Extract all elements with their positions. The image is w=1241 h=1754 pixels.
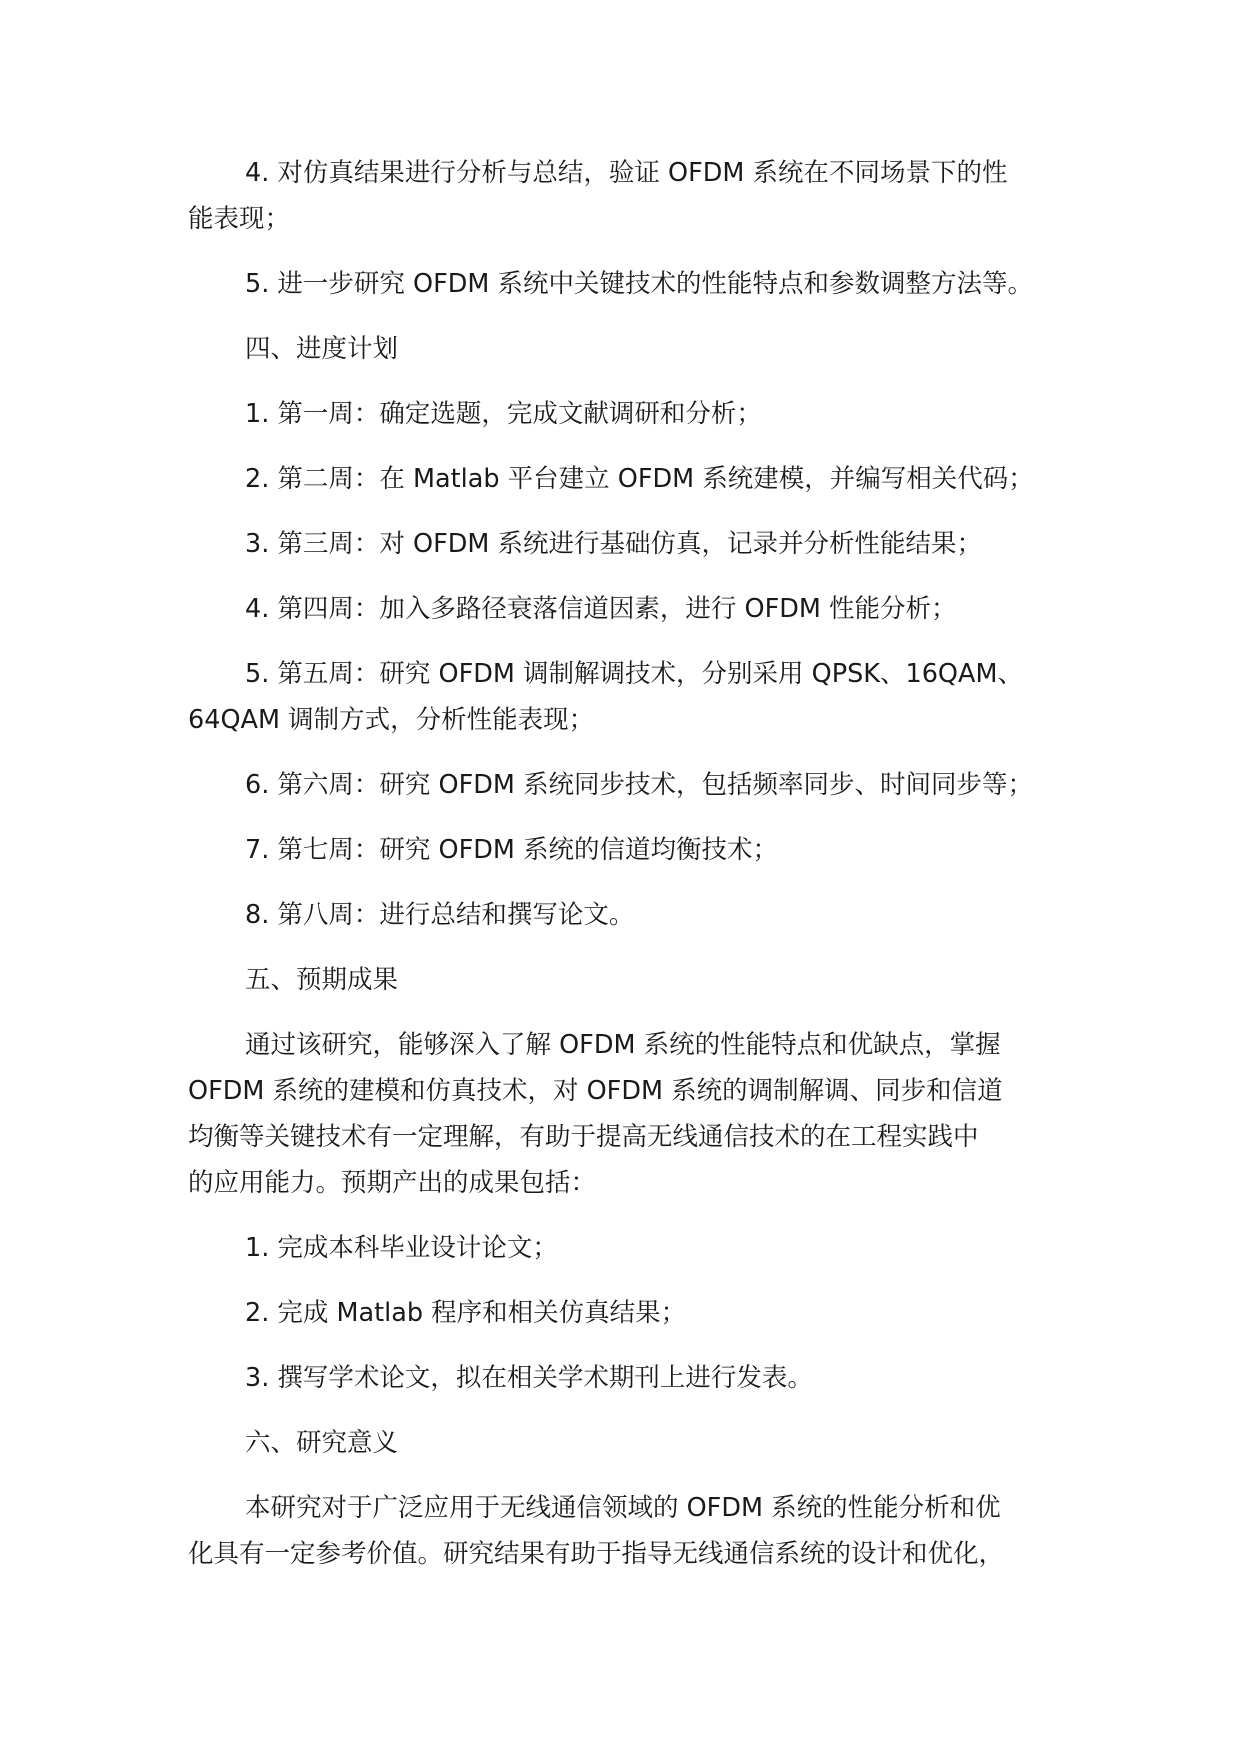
paragraph <box>188 762 1088 808</box>
paragraph <box>188 1225 1088 1271</box>
text-line: 均衡等关键技术有一定理解，有助于提高无线通信技术的在工程实践中 <box>188 1122 979 1152</box>
text-line: 4. 对仿真结果进行分析与总结，验证 OFDM 系统在不同场景下的性 <box>245 158 1008 188</box>
text-line: 化具有一定参考价值。研究结果有助于指导无线通信系统的设计和优化， <box>188 1539 1005 1569</box>
text-line: 7. 第七周：研究 OFDM 系统的信道均衡技术； <box>245 835 779 865</box>
text-line: 五、预期成果 <box>245 965 399 995</box>
paragraph <box>188 456 1088 502</box>
paragraph <box>188 261 1088 307</box>
text-line: 4. 第四周：加入多路径衰落信道因素，进行 OFDM 性能分析； <box>245 594 957 624</box>
text-line: 本研究对于广泛应用于无线通信领域的 OFDM 系统的性能分析和优 <box>245 1493 1001 1523</box>
text-line: 2. 第二周：在 Matlab 平台建立 OFDM 系统建模，并编写相关代码； <box>245 464 1034 494</box>
text-line: 5. 进一步研究 OFDM 系统中关键技术的性能特点和参数调整方法等。 <box>245 269 1034 299</box>
paragraph <box>188 586 1088 632</box>
text-line: 通过该研究，能够深入了解 OFDM 系统的性能特点和优缺点，掌握 <box>245 1030 1001 1060</box>
text-line: 四、进度计划 <box>245 334 399 364</box>
text-line: 能表现； <box>188 204 291 234</box>
paragraph <box>188 391 1088 437</box>
paragraph <box>188 150 1088 242</box>
document-body <box>188 150 1088 1596</box>
text-line: 6. 第六周：研究 OFDM 系统同步技术，包括频率同步、时间同步等； <box>245 770 1034 800</box>
text-line: 六、研究意义 <box>245 1428 399 1458</box>
paragraph <box>188 521 1088 567</box>
text-line: 1. 完成本科毕业设计论文； <box>245 1233 558 1263</box>
text-line: 64QAM 调制方式，分析性能表现； <box>188 705 595 735</box>
text-line: 3. 撰写学术论文，拟在相关学术期刊上进行发表。 <box>245 1363 813 1393</box>
paragraph <box>188 957 1088 1003</box>
paragraph <box>188 1485 1088 1577</box>
text-line: 的应用能力。预期产出的成果包括： <box>188 1168 597 1198</box>
text-line: 3. 第三周：对 OFDM 系统进行基础仿真，记录并分析性能结果； <box>245 529 983 559</box>
text-line: 2. 完成 Matlab 程序和相关仿真结果； <box>245 1298 687 1328</box>
paragraph <box>188 1022 1088 1206</box>
paragraph <box>188 827 1088 873</box>
paragraph <box>188 1420 1088 1466</box>
paragraph <box>188 326 1088 372</box>
paragraph <box>188 892 1088 938</box>
text-line: 5. 第五周：研究 OFDM 调制解调技术，分别采用 QPSK、16QAM、 <box>245 659 1023 689</box>
paragraph <box>188 1355 1088 1401</box>
text-line: 8. 第八周：进行总结和撰写论文。 <box>245 900 635 930</box>
text-line: OFDM 系统的建模和仿真技术，对 OFDM 系统的调制解调、同步和信道 <box>188 1076 1003 1106</box>
paragraph <box>188 651 1088 743</box>
paragraph <box>188 1290 1088 1336</box>
text-line: 1. 第一周：确定选题，完成文献调研和分析； <box>245 399 762 429</box>
